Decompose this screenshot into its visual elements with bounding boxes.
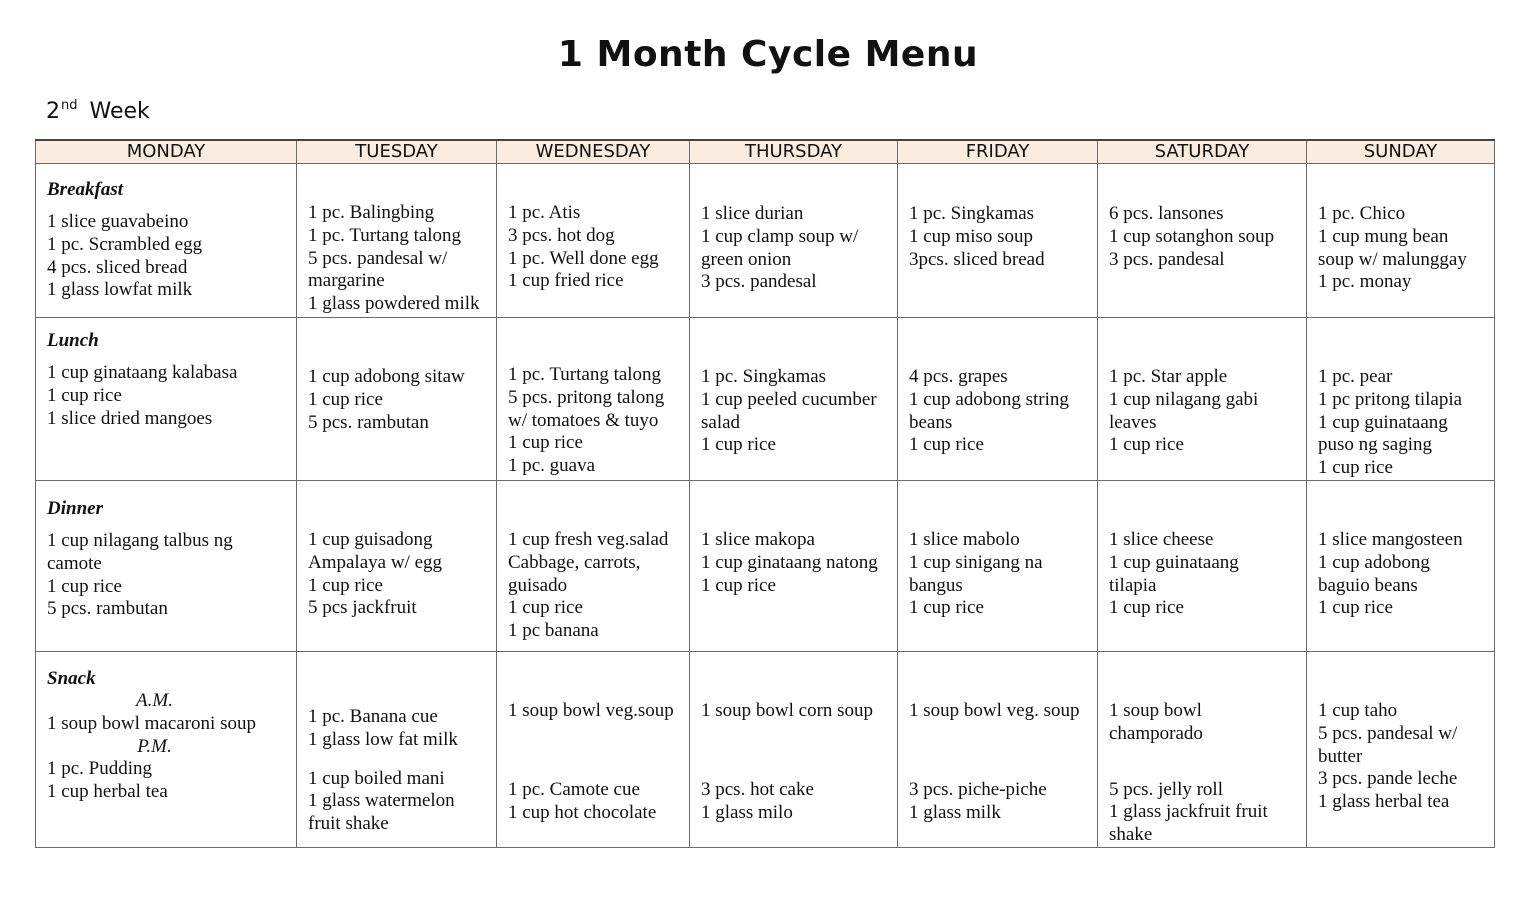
snack-cell-tuesday [297,651,497,847]
meal-item: 1 cup peeled cucumber [701,388,877,410]
meal-item: 1 pc. Scrambled egg [47,233,203,255]
meal-item: 1 cup rice [508,597,583,619]
meal-item: 1 cup rice [701,434,776,456]
meal-items [47,211,292,302]
meal-items [909,700,1093,723]
meal-item: 5 pcs. rambutan [308,411,429,433]
page-title: 1 Month Cycle Menu [557,34,979,75]
breakfast-cell-tuesday [297,164,497,318]
meal-item: puso ng saging [1318,434,1432,456]
day-header-thursday: THURSDAY [690,140,898,164]
meal-items [1109,700,1302,746]
meal-items [508,779,685,825]
meal-items [508,202,685,293]
meal-item: 1 slice mabolo [909,528,1020,550]
menu-table [35,139,1495,848]
meal-item: 1 cup nilagang gabi [1109,388,1259,410]
day-header-monday: MONDAY [36,140,297,164]
meal-items [47,530,292,621]
snack-am-label: A.M. [136,689,173,711]
breakfast-cell-monday [36,164,297,318]
meal-item: 5 pcs. jelly roll [1109,778,1223,800]
meal-item: baguio beans [1318,574,1418,596]
breakfast-cell-wednesday [497,164,690,318]
meal-item: 1 cup sinigang na [909,551,1043,573]
meal-item: 1 pc. Atis [508,202,581,223]
meal-item: w/ tomatoes & tuyo [508,409,659,431]
meal-item: 1 cup rice [47,575,122,597]
meal-item: camote [47,552,102,574]
meal-item: 1 slice durian [701,203,804,224]
meal-item: 1 soup bowl veg.soup [508,699,674,721]
meal-item: 1 glass powdered milk [308,293,480,315]
meal-item: green onion [701,248,792,270]
meal-items [1109,366,1302,457]
lunch-cell-sunday [1307,318,1495,481]
meal-item: 1 pc. Pudding [47,758,153,780]
lunch-cell-monday [36,318,297,481]
meal-item: 4 pcs. grapes [909,366,1008,387]
meal-item: 1 cup rice [1318,597,1393,619]
week-number: 2 [46,99,60,124]
meal-item: 1 cup fresh veg.salad [508,528,669,550]
meal-items [308,366,492,434]
meal-item: 1 cup rice [909,434,984,456]
breakfast-cell-saturday [1098,164,1307,318]
meal-item: bangus [909,574,963,596]
meal-item: 1 glass lowfat milk [47,279,193,301]
snack-cell-saturday [1098,651,1307,847]
dinner-label: Dinner [47,497,103,519]
meal-items [701,366,893,457]
meal-item: 5 pcs. pritong talong [508,386,665,408]
meal-items [508,700,685,723]
lunch-cell-tuesday [297,318,497,481]
dinner-cell-monday [36,480,297,651]
meal-item: Ampalaya w/ egg [308,551,443,573]
meal-items [909,529,1093,620]
meal-item: 1 glass milo [701,801,793,823]
meal-item: 1 cup guinataang [1109,551,1239,573]
meal-item: 1 cup ginataang kalabasa [47,362,238,383]
day-header-row [36,140,1495,164]
meal-item: 1 cup rice [1318,457,1393,479]
breakfast-label: Breakfast [47,179,123,200]
week-suffix: nd [61,98,78,113]
meal-item: 1 pc. Camote cue [508,778,640,800]
meal-item: 3 pcs. pandesal [1109,248,1225,270]
lunch-cell-wednesday [497,318,690,481]
meal-item: salad [701,411,741,433]
meal-item: 1 cup rice [1109,434,1184,456]
meal-items [909,203,1093,271]
meal-item: 1 cup sotanghon soup [1109,225,1275,247]
meal-item: 1 cup ginataang natong [701,551,878,573]
meal-item: 6 pcs. lansones [1109,203,1224,224]
meal-item: 1 pc. Singkamas [701,366,827,387]
meal-items [308,706,492,752]
meal-item: 1 cup fried rice [508,270,624,292]
meal-item: 1 soup bowl corn soup [701,699,874,721]
meal-item: 1 glass low fat milk [308,728,458,750]
meal-items [1318,203,1490,294]
meal-item: 1 pc. Turtang talong [508,364,662,385]
snack-label: Snack [47,667,96,689]
day-header-sunday: SUNDAY [1307,140,1495,164]
meal-items [508,364,685,478]
meal-item: 1 cup adobong sitaw [308,366,465,387]
meal-item: 1 cup guisadong [308,528,433,550]
meal-item: 1 pc. Chico [1318,203,1406,224]
meal-item: 1 cup rice [701,574,776,596]
meal-item: 3 pcs. hot cake [701,778,814,800]
meal-item: 1 cup herbal tea [47,781,168,803]
meal-item: 1 cup nilagang talbus ng [47,529,233,551]
meal-item: 1 cup rice [508,432,583,454]
meal-item: 1 slice cheese [1109,528,1214,550]
meal-item: beans [909,411,953,433]
meal-item: 3 pcs. pande leche [1318,768,1458,790]
meal-item: 1 cup adobong string [909,388,1069,410]
dinner-cell-thursday [690,480,898,651]
meal-item: 1 cup guinataang [1318,411,1448,433]
meal-item: 1 pc. Balingbing [308,202,435,223]
meal-items [1318,700,1490,768]
meal-item: 1 pc pritong tilapia [1318,388,1463,410]
meal-item: guisado [508,574,568,596]
meal-item: 1 cup rice [1109,597,1184,619]
meal-item: 1 soup bowl [1109,699,1202,721]
meal-items [1109,203,1302,271]
meal-item: margarine [308,270,385,292]
meal-item: 5 pcs jackfruit [308,597,417,619]
meal-item: 1 glass milk [909,801,1001,823]
meal-items [308,529,492,620]
meal-items [508,529,685,643]
meal-item: 1 pc. guava [508,455,596,477]
breakfast-cell-thursday [690,164,898,318]
meal-item: 5 pcs. rambutan [47,598,168,620]
meal-item: 1 soup bowl macaroni soup [47,712,256,734]
meal-item: soup w/ malunggay [1318,248,1467,270]
meal-items [47,713,292,736]
meal-items [47,362,292,430]
meal-item: 1 cup adobong [1318,551,1430,573]
breakfast-row [36,164,1495,318]
meal-items [1318,768,1490,814]
snack-row [36,651,1495,847]
meal-item: tilapia [1109,574,1157,596]
breakfast-cell-sunday [1307,164,1495,318]
dinner-cell-wednesday [497,480,690,651]
meal-item: 1 pc. Banana cue [308,705,438,727]
week-text: Week [89,99,150,124]
meal-items [701,700,893,723]
meal-item: 1 pc. Turtang talong [308,224,462,246]
meal-item: 3 pcs. hot dog [508,224,615,246]
meal-items [701,203,893,294]
lunch-cell-thursday [690,318,898,481]
day-header-saturday: SATURDAY [1098,140,1307,164]
dinner-cell-friday [898,480,1098,651]
meal-item: 1 pc. Well done egg [508,247,659,269]
meal-item: 1 cup mung bean [1318,225,1449,247]
meal-item: 1 soup bowl veg. soup [909,699,1080,721]
meal-item: 1 slice mangosteen [1318,528,1463,550]
meal-items [701,529,893,597]
lunch-row [36,318,1495,481]
meal-items [308,202,492,316]
meal-items [308,768,492,836]
day-header-wednesday: WEDNESDAY [497,140,690,164]
meal-item: 1 pc. Singkamas [909,203,1035,224]
meal-item: 5 pcs. pandesal w/ [308,247,448,269]
snack-cell-friday [898,651,1098,847]
meal-item: 1 cup hot chocolate [508,801,657,823]
meal-item: 1 cup rice [909,597,984,619]
meal-items [47,758,292,804]
lunch-cell-saturday [1098,318,1307,481]
meal-item: 1 glass watermelon [308,790,455,812]
meal-item: shake [1109,824,1153,846]
meal-item: 3pcs. sliced bread [909,248,1045,270]
snack-cell-thursday [690,651,898,847]
meal-item: 1 cup taho [1318,699,1398,721]
meal-item: 3 pcs. pandesal [701,271,817,293]
meal-items [1109,529,1302,620]
lunch-label: Lunch [47,330,99,351]
day-header-tuesday: TUESDAY [297,140,497,164]
meal-item: butter [1318,745,1363,767]
snack-cell-monday [36,651,297,847]
meal-item: 1 glass jackfruit fruit [1109,801,1268,823]
meal-item: 1 slice guavabeino [47,211,189,232]
meal-item: 1 cup rice [308,388,383,410]
breakfast-cell-friday [898,164,1098,318]
snack-pm-label: P.M. [137,735,172,757]
meal-item: 1 pc. Star apple [1109,366,1228,387]
snack-cell-wednesday [497,651,690,847]
meal-items [1318,366,1490,480]
dinner-cell-tuesday [297,480,497,651]
meal-item: 1 slice dried mangoes [47,407,213,429]
dinner-row [36,480,1495,651]
lunch-cell-friday [898,318,1098,481]
meal-items [701,779,893,825]
meal-item: 4 pcs. sliced bread [47,256,188,278]
meal-item: 1 pc. monay [1318,271,1412,293]
meal-item: 1 cup clamp soup w/ [701,225,859,247]
meal-item: Cabbage, carrots, [508,551,641,573]
meal-items [1109,779,1302,847]
meal-item: 3 pcs. piche-piche [909,778,1047,800]
meal-items [1318,529,1490,620]
meal-item: 1 slice makopa [701,528,815,550]
meal-item: 5 pcs. pandesal w/ [1318,722,1458,744]
meal-item: 1 cup boiled mani [308,767,445,789]
meal-item: 1 glass herbal tea [1318,791,1450,813]
meal-items [909,366,1093,457]
meal-item: leaves [1109,411,1157,433]
snack-cell-sunday [1307,651,1495,847]
meal-item: 1 pc banana [508,620,599,642]
meal-items [909,779,1093,825]
week-label [46,98,150,124]
dinner-cell-saturday [1098,480,1307,651]
dinner-cell-sunday [1307,480,1495,651]
meal-item: champorado [1109,722,1203,744]
meal-item: 1 cup rice [308,574,383,596]
meal-item: 1 pc. pear [1318,366,1393,387]
meal-item: fruit shake [308,813,389,835]
day-header-friday: FRIDAY [898,140,1098,164]
meal-item: 1 cup rice [47,384,122,406]
meal-item: 1 cup miso soup [909,225,1034,247]
